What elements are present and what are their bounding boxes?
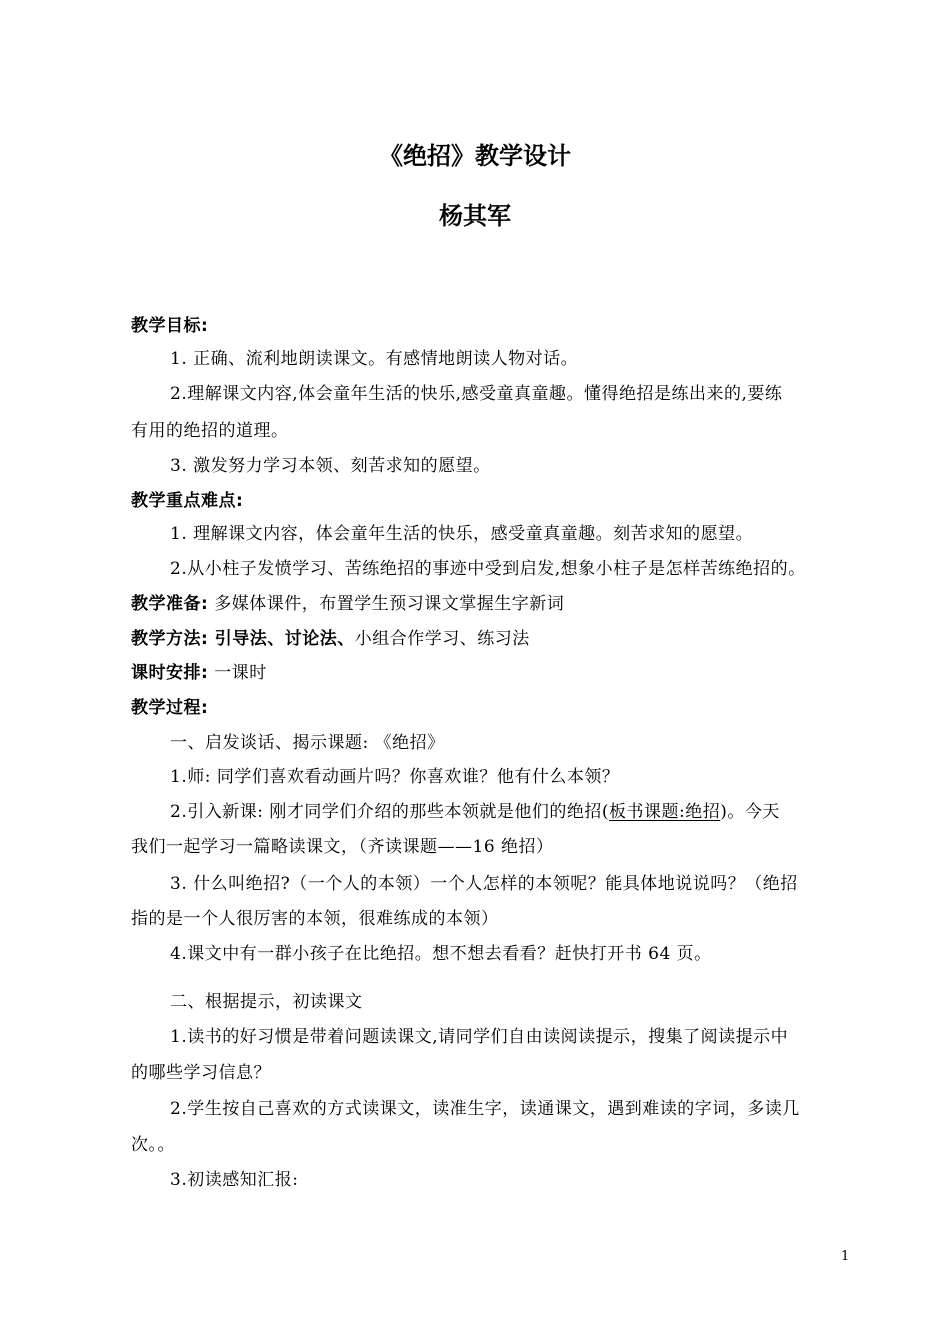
part2-p3: 3.初读感知汇报:: [170, 1170, 299, 1190]
key-point-2: 2.从小柱子发愤学习、苦练绝招的事迹中受到启发,想象小柱子是怎样苦练绝招的。: [170, 559, 806, 579]
objectives-heading: 教学目标:: [131, 316, 209, 336]
preparation-text: 多媒体课件，布置学生预习课文掌握生字新词: [208, 594, 565, 614]
objective-3: 3. 激发努力学习本领、刻苦求知的愿望。: [170, 456, 491, 476]
part1-p2-line2: 我们一起学习一篇略读课文，（齐读课题——16 绝招）: [131, 837, 554, 857]
author-name: 杨其军: [439, 202, 511, 230]
part1-p2-after: )。今天: [720, 802, 780, 822]
methods-row: [131, 627, 851, 651]
preparation-label: 教学准备:: [131, 594, 209, 614]
process-heading: 教学过程:: [131, 698, 209, 718]
schedule-label: 课时安排:: [131, 663, 209, 683]
part1-p2-line1: [170, 800, 850, 824]
methods-label: 教学方法:: [131, 629, 209, 649]
preparation-row: [131, 592, 851, 616]
part2-p1-line1: 1.读书的好习惯是带着问题读课文,请同学们自由读阅读提示，搜集了阅读提示中: [170, 1027, 789, 1047]
objective-2-line1: 2.理解课文内容,体会童年生活的快乐,感受童真童趣。懂得绝招是练出来的,要练: [170, 384, 783, 404]
part1-p4: 4.课文中有一群小孩子在比绝招。想不想去看看？赶快打开书 64 页。: [170, 944, 712, 964]
methods-text: 小组合作学习、练习法: [354, 629, 530, 649]
part2-p1-line2: 的哪些学习信息？: [131, 1063, 271, 1083]
schedule-row: [131, 661, 851, 685]
part2-heading: 二、根据提示，初读课文: [170, 992, 363, 1012]
part1-heading: 一、启发谈话、揭示课题: 《绝招》: [170, 733, 445, 753]
part1-p3-line2: 指的是一个人很厉害的本领，很难练成的本领）: [131, 909, 499, 929]
objective-1: 1. 正确、流利地朗读课文。有感情地朗读人物对话。: [170, 349, 579, 369]
key-point-1: 1. 理解课文内容，体会童年生活的快乐，感受童真童趣。刻苦求知的愿望。: [170, 524, 754, 544]
part2-p2-line2: 次。。: [131, 1135, 175, 1155]
part2-p2-line1: 2.学生按自己喜欢的方式读课文，读准生字，读通课文，遇到难读的字词，多读几: [170, 1099, 800, 1119]
board-title-underlined: 板书课题:绝招: [608, 802, 721, 822]
part1-p2-before: 2.引入新课: 刚才同学们介绍的那些本领就是他们的绝招(: [170, 802, 609, 822]
key-points-heading: 教学重点难点:: [131, 491, 244, 511]
objective-2-line2: 有用的绝招的道理。: [131, 421, 289, 441]
page-number: 1: [841, 1249, 850, 1264]
document-title: 《绝招》教学设计: [379, 142, 571, 170]
part1-p3-line1: 3. 什么叫绝招?（一个人的本领）一个人怎样的本领呢？能具体地说说吗？（绝招: [170, 874, 798, 894]
schedule-text: 一课时: [208, 663, 267, 683]
part1-p1: 1.师: 同学们喜欢看动画片吗？你喜欢谁？他有什么本领？: [170, 767, 620, 787]
methods-bold-text: 引导法、讨论法、: [208, 629, 355, 649]
